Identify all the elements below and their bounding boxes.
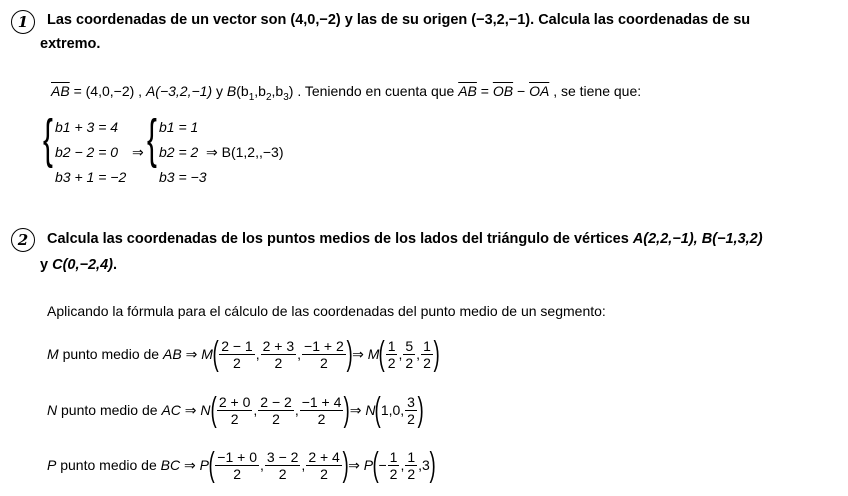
problem-2-intro: Aplicando la fórmula para el cálculo de las coordenadas del punto medio de un segmento: — [47, 303, 606, 319]
system2-eq3: b3 = −3 — [159, 169, 207, 185]
problem-1-solution-line: $\overline{AB} = (4,0,-2)$ , A(−3,2,−1) y $B(b_1,b_2,b_3)$ . Teniendo en cuenta que $\overline{AB} = \overline{OB} - \overline{OA}$ , se tiene que: — [51, 83, 642, 103]
system1-eq3: b3 + 1 = −2 — [55, 169, 127, 185]
problem-1-statement: Las coordenadas de un vector son (4,0,−2) y las de su origen (−3,2,−1). Calcula las coordenadas de su — [47, 12, 751, 28]
midpoint-n-row: N punto medio de AC ⇒ N ( $\frac{2 + 0}{2}$ , $\frac{2 - 2}{2}$ , $\frac{-1 + 4}{2}$ ) ⇒ N ( 1,0, $\frac{3}{2}$ ) — [47, 391, 424, 429]
system2-eq2: b2 = 2 — [159, 144, 199, 160]
midpoint-p-row: P punto medio de BC ⇒ P ( $\frac{-1 + 0}{2}$ , $\frac{3 - 2}{2}$ , $\frac{2 + 4}{2}$ ) ⇒ P ( − $\frac{1}{2}$ , $\frac{1}{2}$ ,3 ) — [47, 446, 436, 484]
midpoint-m-row: M punto medio de AB ⇒ M ( $\frac{2 - 1}{2}$ , $\frac{2 + 3}{2}$ , $\frac{-1 + 2}{2}$ ) ⇒ M ( $\frac{1}{2}$ , $\frac{5}{2}$ , $\frac{1}{2}$ ) — [47, 335, 440, 373]
problem-1-statement-cont: extremo. — [40, 36, 101, 52]
system1-eq1: b1 + 3 = 4 — [55, 119, 119, 135]
system1-brace: { — [43, 109, 53, 169]
system2-eq1: b1 = 1 — [159, 119, 199, 135]
system-result: ⇒ B(1,2,,−3) — [206, 144, 284, 160]
problem-number-1: 1 — [11, 10, 35, 34]
problem-2-statement-cont: y C(0,−2,4). — [40, 257, 117, 273]
system1-eq2: b2 − 2 = 0 — [55, 144, 119, 160]
implies-arrow: ⇒ — [132, 144, 144, 160]
problem-number-2: 2 — [11, 228, 35, 252]
problem-2-statement: Calcula las coordenadas de los puntos medios de los lados del triángulo de vértices A(2,2,−1), B(−1,3,2) — [47, 231, 763, 247]
system2-brace: { — [147, 109, 157, 169]
